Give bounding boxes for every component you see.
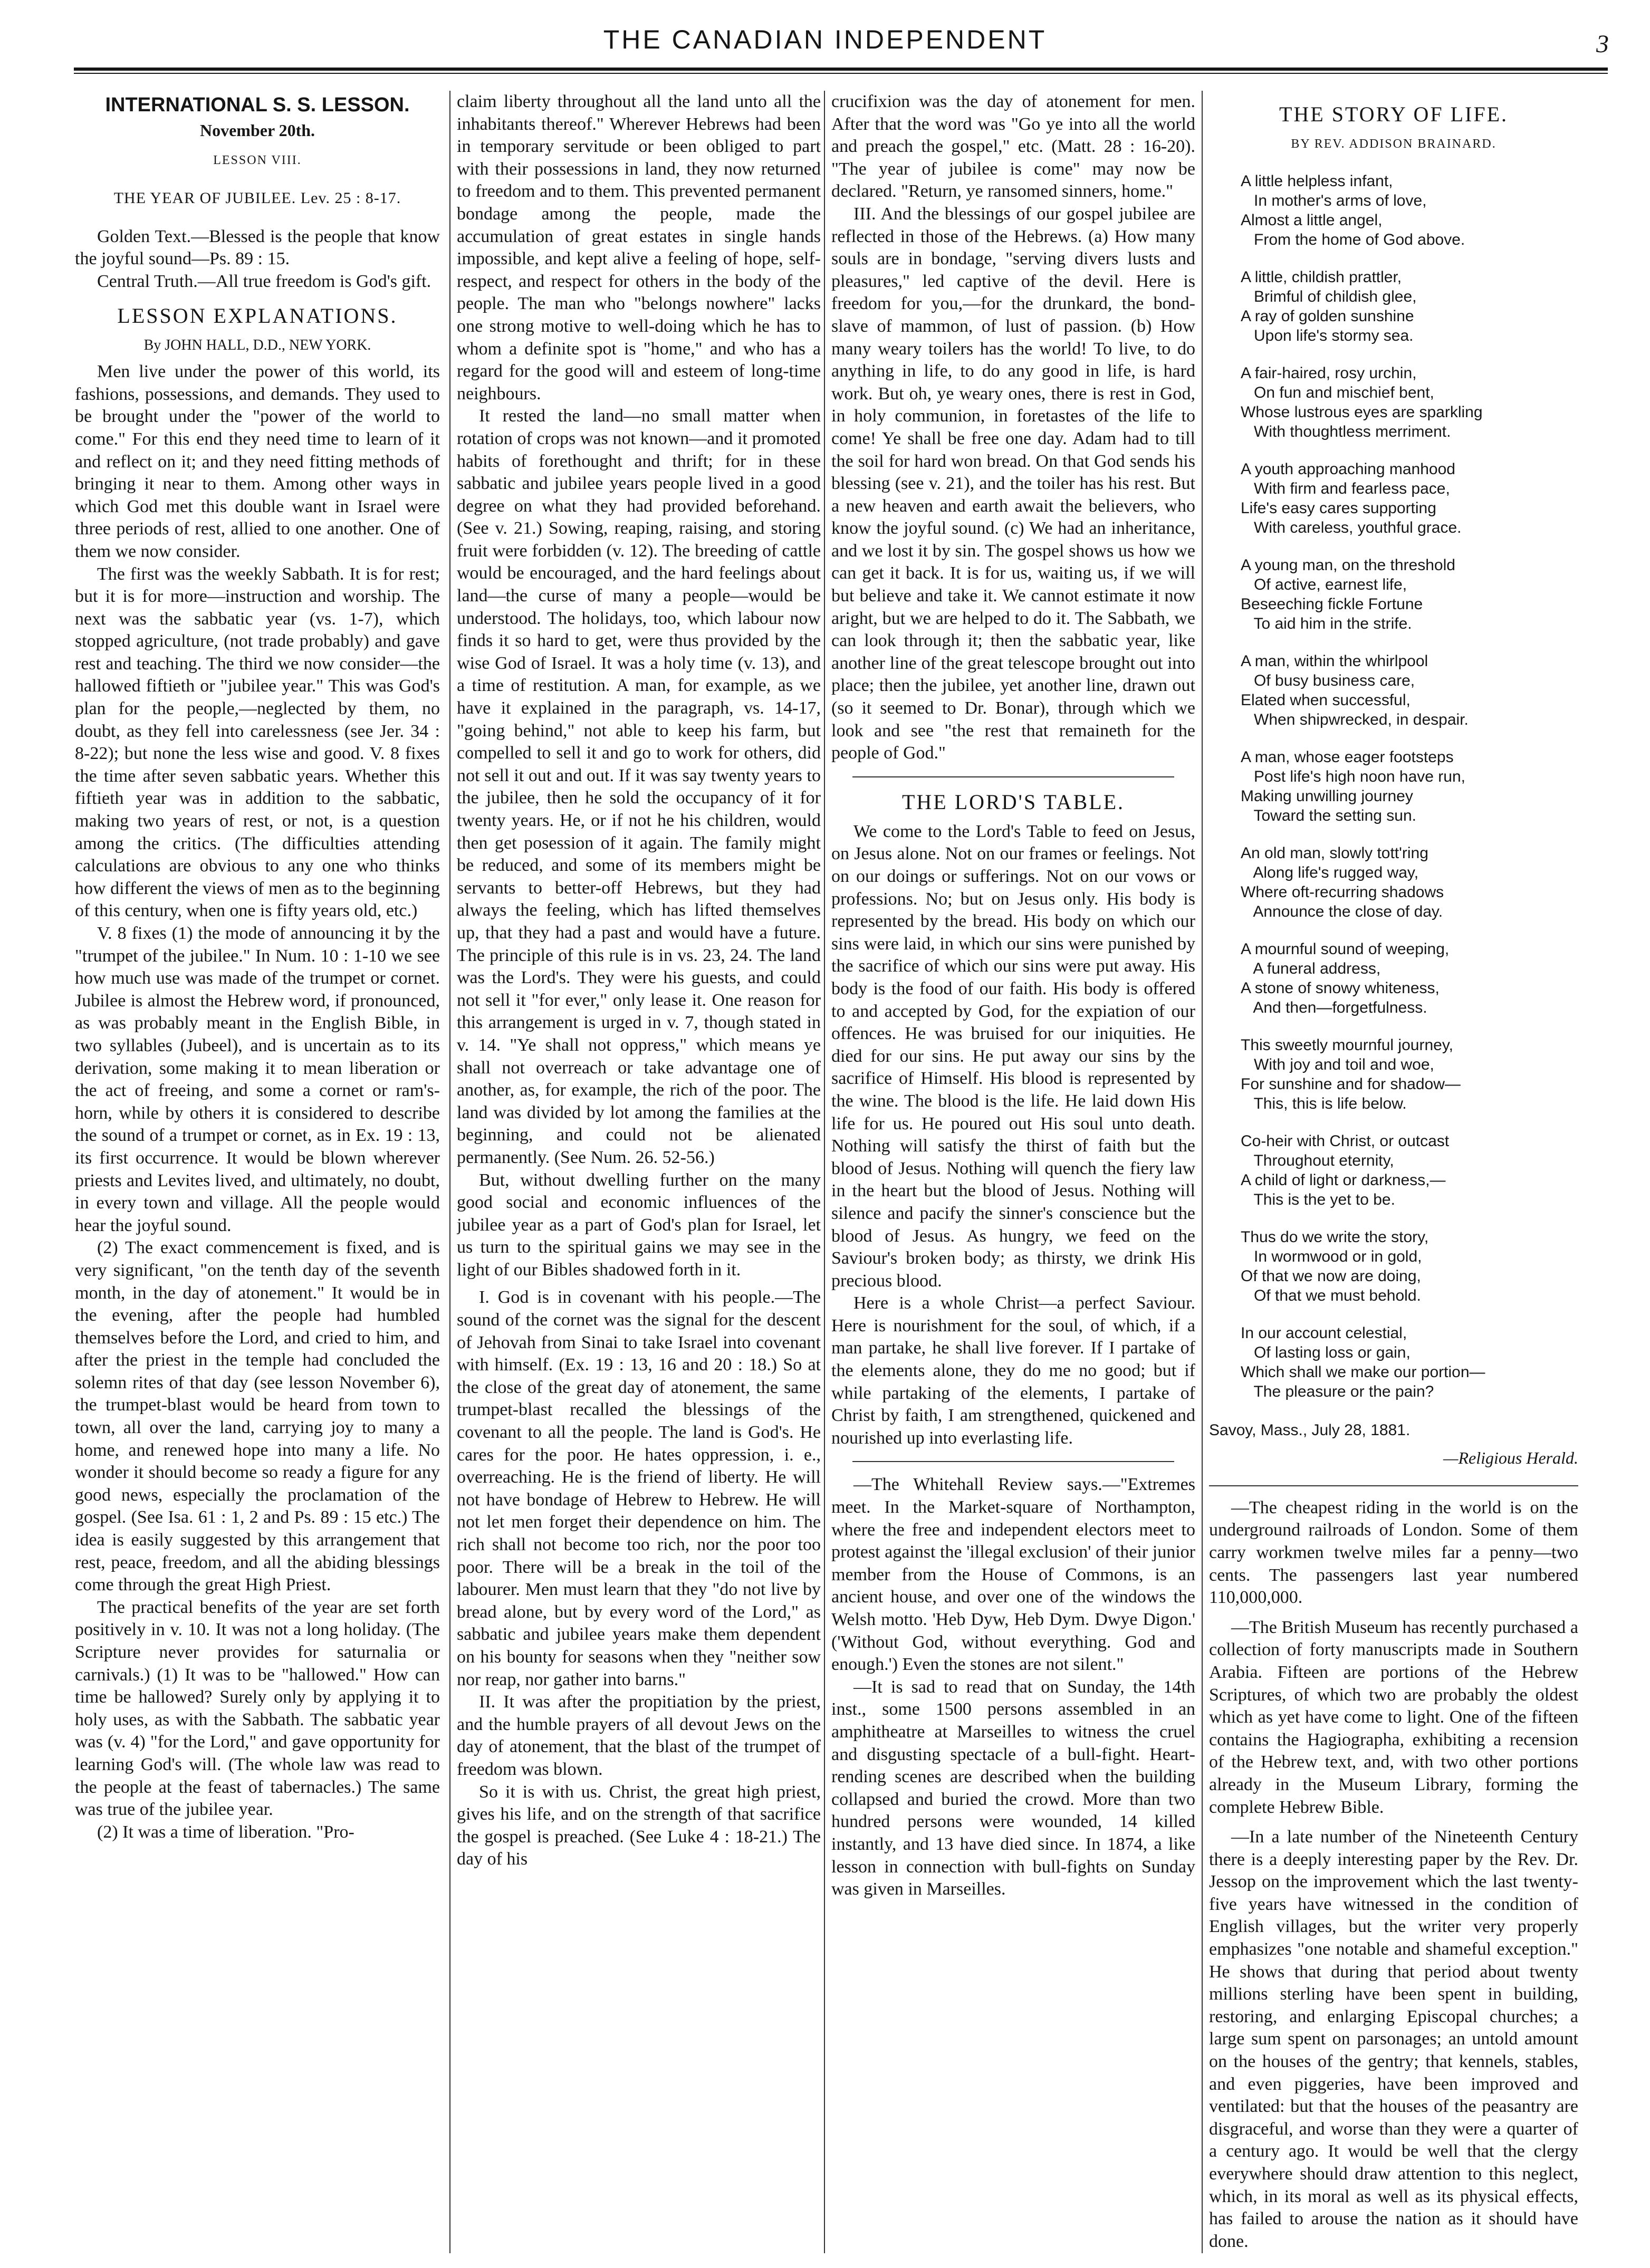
poem-line: A man, within the whirlpool bbox=[1241, 652, 1428, 670]
poem-line: To aid him in the strife. bbox=[1241, 614, 1412, 632]
poem-line: A fair-haired, rosy urchin, bbox=[1241, 364, 1417, 382]
poem-byline: BY REV. ADDISON BRAINARD. bbox=[1291, 137, 1496, 151]
paragraph: But, without dwelling further on the many good social and economic influences of the jubilee year as a part of God's plan for Israel, let us turn to the spiritual gains we may see in the light of our Bibles shadowed forth in it. bbox=[457, 1170, 821, 1280]
section-divider bbox=[852, 1461, 1174, 1462]
poem-line: For sunshine and for shadow— bbox=[1241, 1075, 1461, 1093]
masthead bbox=[0, 0, 1650, 79]
poem-line: Which shall we make our portion— bbox=[1241, 1363, 1485, 1381]
poem-line: Throughout eternity, bbox=[1241, 1151, 1394, 1169]
poem-stanza bbox=[1241, 267, 1578, 345]
paragraph: II. It was after the propitiation by the priest, and the humble prayers of all devout Jews on the day of atonement, that the blast of the trumpet of freedom was blown. bbox=[457, 1692, 821, 1779]
column-3 bbox=[831, 91, 1195, 2251]
newspaper-title: THE CANADIAN INDEPENDENT bbox=[603, 25, 1047, 54]
poem-line: Announce the close of day. bbox=[1241, 902, 1443, 920]
news-item: —It is sad to read that on Sunday, the 14th inst., some 1500 persons assembled in an amphitheatre at Marseilles to witness the cruel and disgusting spectacle of a bull-fight. Heart-rending scenes are described when the building collapsed and buried the crowd. More than two hundred persons were wounded, 14 killed instantly, and 13 have died since. In 1874, a like lesson in connection with bull-fights on Sunday was given in Marseilles. bbox=[831, 1677, 1195, 1899]
poem-line: A young man, on the threshold bbox=[1241, 556, 1455, 574]
column-rule bbox=[1202, 91, 1203, 2253]
column-rule bbox=[824, 91, 825, 2253]
poem-stanza bbox=[1241, 1227, 1578, 1305]
poem-line: Toward the setting sun. bbox=[1241, 806, 1416, 824]
poem-line: A little helpless infant, bbox=[1241, 172, 1393, 190]
central-truth: Central Truth.—All true freedom is God's gift. bbox=[97, 271, 431, 291]
section-divider bbox=[1209, 1485, 1578, 1486]
poem-line: A ray of golden sunshine bbox=[1241, 307, 1414, 325]
news-item: —The British Museum has recently purchased a collection of forty manuscripts made in Southern Arabia. Fifteen are portions of the Hebrew Scriptures, of which two are probably the oldest which as yet have come to light. One of the fifteen contains the Hagiographa, exhibiting a recension of the Hebrew text, and, with two other portions already in the Museum Library, forming the complete Hebrew Bible. bbox=[1209, 1617, 1578, 1817]
poem-line: This is the yet to be. bbox=[1241, 1190, 1395, 1208]
poem-stanza bbox=[1241, 171, 1578, 249]
poem-line: This sweetly mournful journey, bbox=[1241, 1036, 1453, 1054]
poem-stanza bbox=[1241, 1323, 1578, 1401]
poem-line: Co-heir with Christ, or outcast bbox=[1241, 1132, 1450, 1150]
poem-signoff: Savoy, Mass., July 28, 1881. bbox=[1209, 1421, 1411, 1439]
poem-stanza bbox=[1241, 363, 1578, 441]
poem-line: With joy and toil and woe, bbox=[1241, 1055, 1434, 1073]
poem-line: A stone of snowy whiteness, bbox=[1241, 979, 1440, 997]
poem-line: From the home of God above. bbox=[1241, 230, 1465, 248]
poem-line: A mournful sound of weeping, bbox=[1241, 940, 1450, 958]
news-item: —The Whitehall Review says.—"Extremes meet. In the Market-square of Northampton, where the free and independent electors meet to protest against the 'illegal exclusion' of their junior member from the House of Commons, is an ancient house, and over one of the windows the Welsh motto. 'Heb Dyw, Heb Dym. Dwye Digon.' ('Without God, without everything. God and enough.') Even the stones are not silent." bbox=[831, 1475, 1195, 1675]
poem-line: A funeral address, bbox=[1241, 959, 1381, 977]
column-2 bbox=[457, 91, 821, 2251]
poem-stanza bbox=[1241, 459, 1578, 537]
paragraph: Here is a whole Christ—a perfect Saviour. Here is nourishment for the soul, of which, if a man partake, he shall live forever. If I partake of the elements alone, they do me no good; but if while partaking of the elements, I partake of Christ by faith, I am strengthened, quickened and nourished up into everlasting life. bbox=[831, 1293, 1195, 1448]
poem-line: A child of light or darkness,— bbox=[1241, 1171, 1446, 1189]
poem-line: Along life's rugged way, bbox=[1241, 863, 1419, 881]
column-rule bbox=[449, 91, 450, 2253]
masthead-rule-thick bbox=[74, 68, 1608, 71]
poem-line: A youth approaching manhood bbox=[1241, 460, 1455, 478]
poem-line: Elated when successful, bbox=[1241, 691, 1411, 709]
poem-line: Brimful of childish glee, bbox=[1241, 287, 1417, 305]
poem-line: In wormwood or in gold, bbox=[1241, 1247, 1422, 1265]
poem-line: Beseeching fickle Fortune bbox=[1241, 595, 1423, 613]
poem-line: A little, childish prattler, bbox=[1241, 268, 1402, 286]
page-number: 3 bbox=[1596, 30, 1609, 58]
poem-line: Of active, earnest life, bbox=[1241, 575, 1407, 593]
poem-line: With careless, youthful grace. bbox=[1241, 518, 1462, 536]
poem-credit: —Religious Herald. bbox=[1443, 1448, 1578, 1468]
poem-line: A man, whose eager footsteps bbox=[1241, 748, 1454, 766]
poem-line: Post life's high noon have run, bbox=[1241, 767, 1465, 785]
paragraph: It rested the land—no small matter when rotation of crops was not known—and it promoted habits of forethought and thrift; for in these sabbatic and jubilee years people lived in a good degree on what they had provided beforehand. (See v. 21.) Sowing, reaping, raising, and storing fruit were forbidden (v. 12). The breeding of cattle would be encouraged, and the hard feelings about land—the curse of many a people—would be understood. The holidays, too, which labour now finds it so hard to get, were thus provided by the wise God of Israel. It was a holy time (v. 13), and a time of restitution. A man, for example, as we have it explained in the paragraph, vs. 14-17, "going behind," not able to keep his farm, but compelled to sell it and go to work for others, did not sell it out and out. If it was say twenty years to the jubilee, then he sold the occupancy of it for twenty years. He, or if not he his children, would then get posession of it again. The family might be reduced, and some of its members might be servants to better-off Hebrews, but they had always the feeling, which has lifted themselves up, that they had a past and would have a future. The principle of this rule is in vs. 23, 24. The land was the Lord's. They were his guests, and could not sell it "for ever," only lease it. One reason for this arrangement is urged in v. 7, though stated in v. 14. "Ye shall not oppress," which means ye shall not overreach or take advantage one of another, as, for example, the rich of the poor. The land was divided by lot among the families at the beginning, and could not be alienated permanently. (See Num. 26. 52-56.) bbox=[457, 406, 821, 1167]
poem-line: Where oft-recurring shadows bbox=[1241, 883, 1444, 901]
poem-stanza bbox=[1241, 651, 1578, 729]
lords-table-heading: THE LORD'S TABLE. bbox=[901, 790, 1125, 814]
column-4 bbox=[1209, 91, 1578, 2251]
lesson-title: THE YEAR OF JUBILEE. Lev. 25 : 8-17. bbox=[113, 189, 401, 207]
poem-line: Of lasting loss or gain, bbox=[1241, 1343, 1411, 1361]
poem-line: Making unwilling journey bbox=[1241, 787, 1413, 805]
paragraph: We come to the Lord's Table to feed on Jesus, on Jesus alone. Not on our frames or feelings. Not on our doings or sufferings. Not on our vows or professions. No; but on Jesus only. His body is represented by the bread. His body on which our sins were laid, in which our sins were punished by the sacrifice of which our sins were put away. His body is the food of our faith. His body is offered to and accepted by God, for the expiation of our offences. He was bruised for our iniquities. He died for our sins. He put away our sins by the sacrifice of Himself. His blood is represented by the wine. The blood is the life. He laid down His life for us. He poured out His soul unto death. Nothing will satisfy the thirst of faith but the blood of Jesus. Nothing will quench the fiery law in the heart but the blood of Jesus. Nothing will silence and pacify the sinner's conscience but the blood of Jesus. As hungry, we feed on the Saviour's broken body; as thirsty, we drink His precious blood. bbox=[831, 821, 1195, 1291]
poem-stanza bbox=[1241, 843, 1578, 921]
poem-line: Almost a little angel, bbox=[1241, 211, 1383, 229]
poem-line: The pleasure or the pain? bbox=[1241, 1382, 1434, 1400]
paragraph: (2) The exact commencement is fixed, and is very significant, "on the tenth day of the seventh month, in the day of atonement." It would be in the evening, after the people had humbled themselves before the Lord, and cried to him, and after the priest in the temple had concluded the solemn rites of that day (see lesson November 6), the trumpet-blast would be heard from town to town, all over the land, carrying joy to many a home, and renewed hope into many a life. No wonder it should become so ready a figure for any good news, especially the proclamation of the gospel. (See Isa. 61 : 1, 2 and Ps. 89 : 15 etc.) The idea is easily suggested by this arrangement that rest, peace, freedom, and all the abiding blessings come through the great High Priest. bbox=[75, 1238, 440, 1595]
paragraph: I. God is in covenant with his people.—The sound of the cornet was the signal for the descent of Jehovah from Sinai to take Israel into covenant with himself. (Ex. 19 : 13, 16 and 20 : 18.) So at the close of the great day of atonement, the same trumpet-blast recalled the blessings of the covenant to all the people. The land is God's. He cares for the poor. He hates oppression, i. e., overreaching. He is the friend of liberty. He will not have bondage of Hebrew to Hebrew. He will not let men forget their dependence on him. The rich shall not become too rich, nor the poor too poor. There will be a break in the toil of the labourer. Men must learn that they "do not live by bread alone, but by every word of the Lord," as sabbatic and jubilee years make them dependent on his bounty for seasons when they "neither sow nor reap, nor gather into barns." bbox=[457, 1287, 821, 1689]
poem-line: With thoughtless merriment. bbox=[1241, 422, 1451, 440]
poem-line: This, this is life below. bbox=[1241, 1094, 1407, 1112]
news-item: —The cheapest riding in the world is on the underground railroads of London. Some of them carry workmen twelve miles far a penny—two cents. The passengers last year numbered 110,000,000. bbox=[1209, 1497, 1578, 1608]
poem-stanza bbox=[1241, 939, 1578, 1017]
poem-stanza bbox=[1241, 747, 1578, 825]
paragraph: (2) It was a time of liberation. "Pro- bbox=[97, 1822, 354, 1842]
poem-line: Whose lustrous eyes are sparkling bbox=[1241, 403, 1483, 421]
poem-title: THE STORY OF LIFE. bbox=[1279, 102, 1509, 126]
poem-line: In our account celestial, bbox=[1241, 1324, 1407, 1342]
poem-line: Thus do we write the story, bbox=[1241, 1228, 1429, 1246]
paragraph: Men live under the power of this world, its fashions, possessions, and demands. They used to be brought under the "power of the world to come." For this end they need time to learn of it and reflect on it; and they need fitting methods of bringing it near to them. Among other ways in which God met this double want in Israel were three periods of rest, allied to one another. One of them we now consider. bbox=[75, 362, 440, 561]
paragraph: V. 8 fixes (1) the mode of announcing it by the "trumpet of the jubilee." In Num. 10 : 1-10 we see how much use was made of the trumpet or cornet. Jubilee is almost the Hebrew word, if pronounced, as was probably meant in the English Bible, in two syllables (Jubeel), and is uncertain as to its derivation, some making it to mean liberation or the act of freeing, and some a cornet or ram's-horn, while by others it is considered to describe the sound of a trumpet or cornet, as in Ex. 19 : 13, its first occurrence. It would be blown wherever priests and Levites lived, and ultimately, no doubt, in every town and village. All the people would hear the joyful sound. bbox=[75, 924, 440, 1235]
news-item: —In a late number of the Nineteenth Century there is a deeply interesting paper by the Rev. Dr. Jessop on the improvement which the last twenty-five years have witnessed in the condition of English villages, but the writer very properly emphasizes "one notable and shameful exception." He shows that during that period about twenty millions sterling have been spent in building, restoring, and enlarging Episcopal churches; a large sum spent on parsonages; an untold amount on the houses of the gentry; that kennels, stables, and even piggeries, have been improved and ventilated: but that the houses of the peasantry are disgraceful, and worse than they were a quarter of a century ago. It would be well that the clergy everywhere should draw attention to this neglect, which, in its moral as well as its physical effects, has failed to arouse the nation as it should have done. bbox=[1209, 1827, 1578, 2251]
lesson-number: LESSON VIII. bbox=[213, 153, 302, 167]
poem-line: And then—forgetfulness. bbox=[1241, 998, 1427, 1016]
poem-line: Of busy business care, bbox=[1241, 671, 1415, 689]
poem-line: An old man, slowly tott'ring bbox=[1241, 844, 1428, 862]
golden-text: Golden Text.—Blessed is the people that know the joyful sound—Ps. 89 : 15. bbox=[75, 226, 440, 269]
lesson-explanations-heading: LESSON EXPLANATIONS. bbox=[117, 303, 398, 328]
poem-line: When shipwrecked, in despair. bbox=[1241, 710, 1469, 728]
poem-stanza bbox=[1241, 1131, 1578, 1209]
paragraph: The first was the weekly Sabbath. It is for rest; but it is for more—instruction and worship. The next was the sabbatic year (vs. 1-7), which stopped agriculture, (not trade probably) and gave rest and teaching. The third we now consider—the hallowed fiftieth or "jubilee year." This was God's plan for the people,—neglected by them, no doubt, as they fell into carelessness (see Jer. 34 : 8-22); but none the less wise and good. V. 8 fixes the time after seven sabbatic years. Whether this fiftieth year was in addition to the sabbatic, making two years of rest, or not, is a question among the critics. (The difficulties attending calculations are obvious to any one who thinks how different the views of men as to the beginning of this century, when one is fifty years old, etc.) bbox=[75, 564, 440, 921]
poem-line: Upon life's stormy sea. bbox=[1241, 326, 1414, 344]
poem-body bbox=[1209, 171, 1578, 1401]
column-1 bbox=[75, 91, 440, 2251]
poem-line: Life's easy cares supporting bbox=[1241, 499, 1436, 517]
paragraph: The practical benefits of the year are set forth positively in v. 10. It was not a long holiday. (The Scripture never provides for saturnalia or carnivals.) (1) It was to be "hallowed." How can time be hallowed? Surely only by applying it to holy uses, as with the Sabbath. The sabbatic year was (v. 4) "for the Lord," and gave opportunity for learning God's will. (The whole law was read to the people at the feast of tabernacles.) The same was true of the jubilee year. bbox=[75, 1597, 440, 1820]
poem-line: With firm and fearless pace, bbox=[1241, 479, 1450, 497]
paragraph: claim liberty throughout all the land unto all the inhabitants thereof." Wherever Hebrews had been in temporary servitude or been obliged to part with their possessions in land, they now returned to freedom and to them. This prevented permanent bondage among the people, made the accumulation of great estates in single hands impossible, and kept alive a feeling of hope, self-respect, and respect for others in the body of the people. The man who "belongs nowhere" lacks one strong motive to well-doing which he has to whom a definite spot is "home," and who has a regard for the good will and esteem of long-time neighbours. bbox=[457, 92, 821, 403]
paragraph: crucifixion was the day of atonement for men. After that the word was "Go ye into all the world and preach the gospel," etc. (Matt. 28 : 16-20). "The year of jubilee is come" may now be declared. "Return, ye ransomed sinners, home." bbox=[831, 92, 1195, 201]
poem-line: Of that we must behold. bbox=[1241, 1286, 1421, 1304]
section-divider bbox=[852, 776, 1174, 777]
lesson-heading: INTERNATIONAL S. S. LESSON. bbox=[105, 94, 410, 116]
paragraph: So it is with us. Christ, the great high priest, gives his life, and on the strength of that sacrifice the gospel is preached. (See Luke 4 : 18-21.) The day of his bbox=[457, 1782, 821, 1869]
masthead-rule-thin bbox=[74, 73, 1608, 74]
poem-stanza bbox=[1241, 1035, 1578, 1113]
poem-stanza bbox=[1241, 555, 1578, 633]
poem-line: On fun and mischief bent, bbox=[1241, 383, 1434, 401]
poem-line: Of that we now are doing, bbox=[1241, 1267, 1421, 1285]
lesson-date: November 20th. bbox=[199, 121, 315, 140]
lesson-byline: By JOHN HALL, D.D., NEW YORK. bbox=[143, 337, 371, 353]
poem-line: In mother's arms of love, bbox=[1241, 191, 1427, 209]
paragraph: III. And the blessings of our gospel jubilee are reflected in those of the Hebrews. (a) How many souls are in bondage, "serving divers lusts and pleasures," led captive of the devil. Here is freedom for you,—for the drunkard, the bond-slave of mammon, of lust of passion. (b) How many weary toilers has the world! To live, to do anything in life, to do any good in life, is hard work. But oh, ye weary ones, there is rest in God, in holy communion, in foretastes of the life to come! Ye shall be free one day. Adam had to till the soil for hard won bread. On that God sends his blessing (see v. 21), and the toiler has his rest. But a new heaven and earth await the believers, who know the joyful sound. (c) We had an inheritance, and we lost it by sin. The gospel shows us how we can get it back. It is for us, waiting us, if we will but believe and take it. We cannot estimate it now aright, but we are helped to do it. The Sabbath, we can look through it; then the sabbatic year, like another line of the great telescope brought out into place; then the jubilee, yet another line, drawn out (so it seemed to Dr. Bonar), through which we look and see "the rest that remaineth for the people of God." bbox=[831, 204, 1195, 763]
